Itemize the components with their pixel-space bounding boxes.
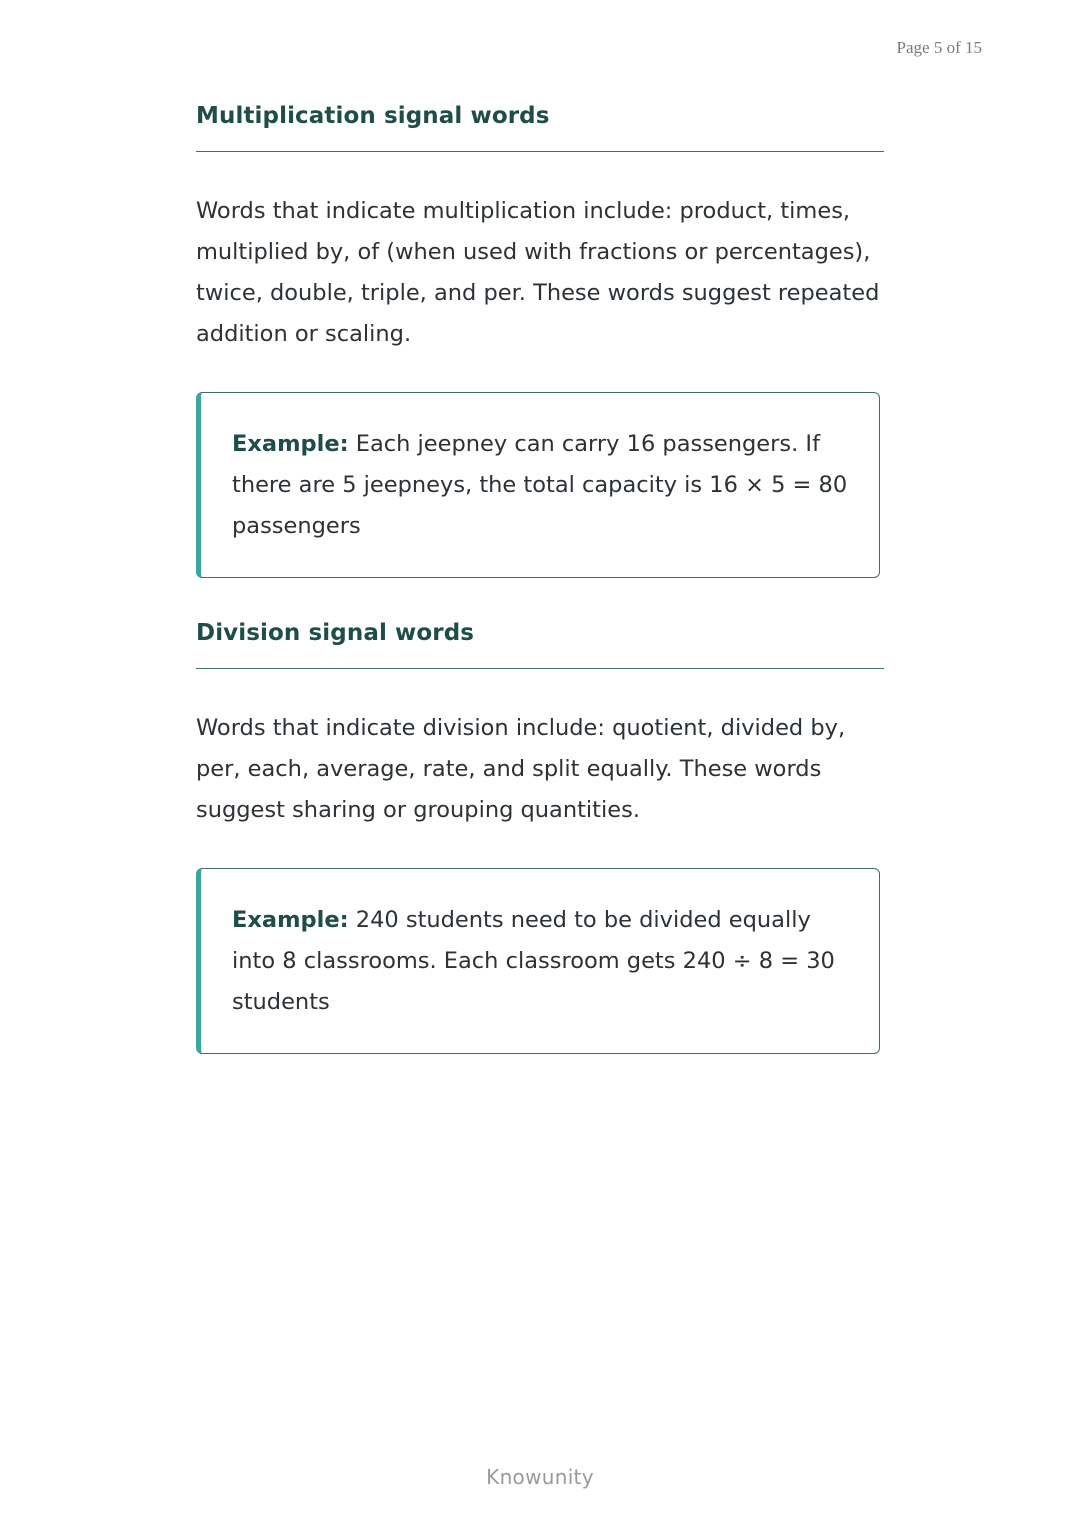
multiplication-description: Words that indicate multiplication include: product, times, multiplied by, of (when used with fractions or percentages), twice, double, triple, and per. These words suggest repeated addition or scaling. <box>196 198 880 347</box>
example-label: Example: <box>232 431 349 457</box>
division-description: Words that indicate division include: quotient, divided by, per, each, average, rate, and split equally. These words suggest sharing or grouping quantities. <box>196 715 846 823</box>
multiplication-example-text <box>232 424 853 547</box>
division-section-title: Division signal words <box>196 620 475 646</box>
multiplication-section-title: Multiplication signal words <box>196 103 550 129</box>
section-divider <box>196 151 884 152</box>
example-body: 240 students need to be divided equally into 8 classrooms. Each classroom gets 240 ÷ 8 = 30 students <box>232 907 835 1015</box>
page-number: Page 5 of 15 <box>896 38 982 57</box>
multiplication-example-box <box>196 392 880 578</box>
division-example-text <box>232 900 853 1023</box>
example-body: Each jeepney can carry 16 passengers. If there are 5 jeepneys, the total capacity is 16 × 5 = 80 passengers <box>232 431 848 539</box>
knowunity-brand: Knowunity <box>486 1465 594 1489</box>
section-divider <box>196 668 884 669</box>
division-example-box <box>196 868 880 1054</box>
example-label: Example: <box>232 907 349 933</box>
